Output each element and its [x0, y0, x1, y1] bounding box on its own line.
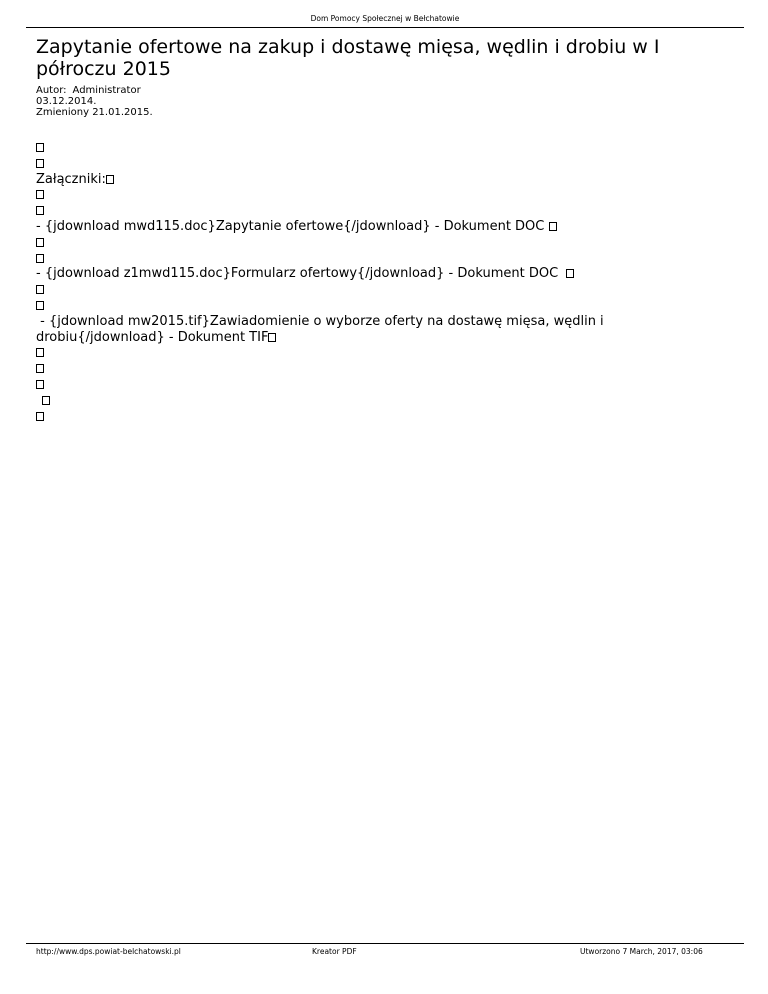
page-header-site-name: Dom Pomocy Społecznej w Bełchatowie: [310, 14, 460, 23]
placeholder-line: [36, 361, 736, 377]
attachment-item: [36, 266, 736, 282]
missing-glyph-icon: [36, 380, 44, 389]
missing-glyph-icon: [566, 269, 574, 278]
attachment-item: [36, 219, 736, 235]
missing-glyph-icon: [36, 285, 44, 294]
footer-divider: [26, 943, 744, 944]
header-divider: [26, 27, 744, 28]
missing-glyph-icon: [36, 143, 44, 152]
author-label: Autor:: [36, 85, 67, 96]
placeholder-line: [36, 345, 736, 361]
author-name: Administrator: [72, 85, 141, 96]
placeholder-line: [36, 187, 736, 203]
attachment-item: [36, 314, 626, 346]
created-date: 03.12.2014.: [36, 96, 97, 107]
missing-glyph-icon: [36, 364, 44, 373]
placeholder-line: [36, 156, 736, 172]
article-meta: [36, 85, 153, 118]
missing-glyph-icon: [36, 254, 44, 263]
missing-glyph-icon: [36, 206, 44, 215]
missing-glyph-icon: [36, 348, 44, 357]
footer-url: http://www.dps.powiat-belchatowski.pl: [36, 947, 181, 956]
missing-glyph-icon: [36, 159, 44, 168]
missing-glyph-icon: [42, 396, 50, 405]
footer-created-date: Utworzono 7 March, 2017, 03:06: [580, 947, 703, 956]
missing-glyph-icon: [549, 222, 557, 231]
placeholder-line: [36, 203, 736, 219]
placeholder-line: [36, 393, 736, 409]
placeholder-line: [36, 282, 736, 298]
modified-date: Zmieniony 21.01.2015.: [36, 107, 153, 118]
placeholder-line: [36, 377, 736, 393]
placeholder-line: [36, 409, 736, 425]
attachments-heading: [36, 172, 736, 188]
attachment-item-text: - {jdownload z1mwd115.doc}Formularz ofertowy{/jdownload} - Dokument DOC: [36, 266, 559, 282]
placeholder-line: [36, 298, 736, 314]
article-body: [36, 140, 736, 424]
attachment-item-text: - {jdownload mw2015.tif}Zawiadomienie o wyborze oferty na dostawę mięsa, wędlin i drobiu{/jdownload} - Dokument TIF: [36, 313, 604, 345]
author-line: [36, 85, 153, 96]
article-title: Zapytanie ofertowe na zakup i dostawę mięsa, wędlin i drobiu w I półroczu 2015: [36, 36, 660, 80]
placeholder-line: [36, 251, 736, 267]
footer-creator: Kreator PDF: [312, 947, 357, 956]
missing-glyph-icon: [36, 238, 44, 247]
missing-glyph-icon: [36, 301, 44, 310]
placeholder-line: [36, 140, 736, 156]
missing-glyph-icon: [106, 175, 114, 184]
placeholder-line: [36, 235, 736, 251]
attachment-item-text: - {jdownload mwd115.doc}Zapytanie ofertowe{/jdownload} - Dokument DOC: [36, 218, 545, 234]
missing-glyph-icon: [268, 333, 276, 342]
attachments-label: Załączniki:: [36, 171, 106, 187]
missing-glyph-icon: [36, 190, 44, 199]
missing-glyph-icon: [36, 412, 44, 421]
